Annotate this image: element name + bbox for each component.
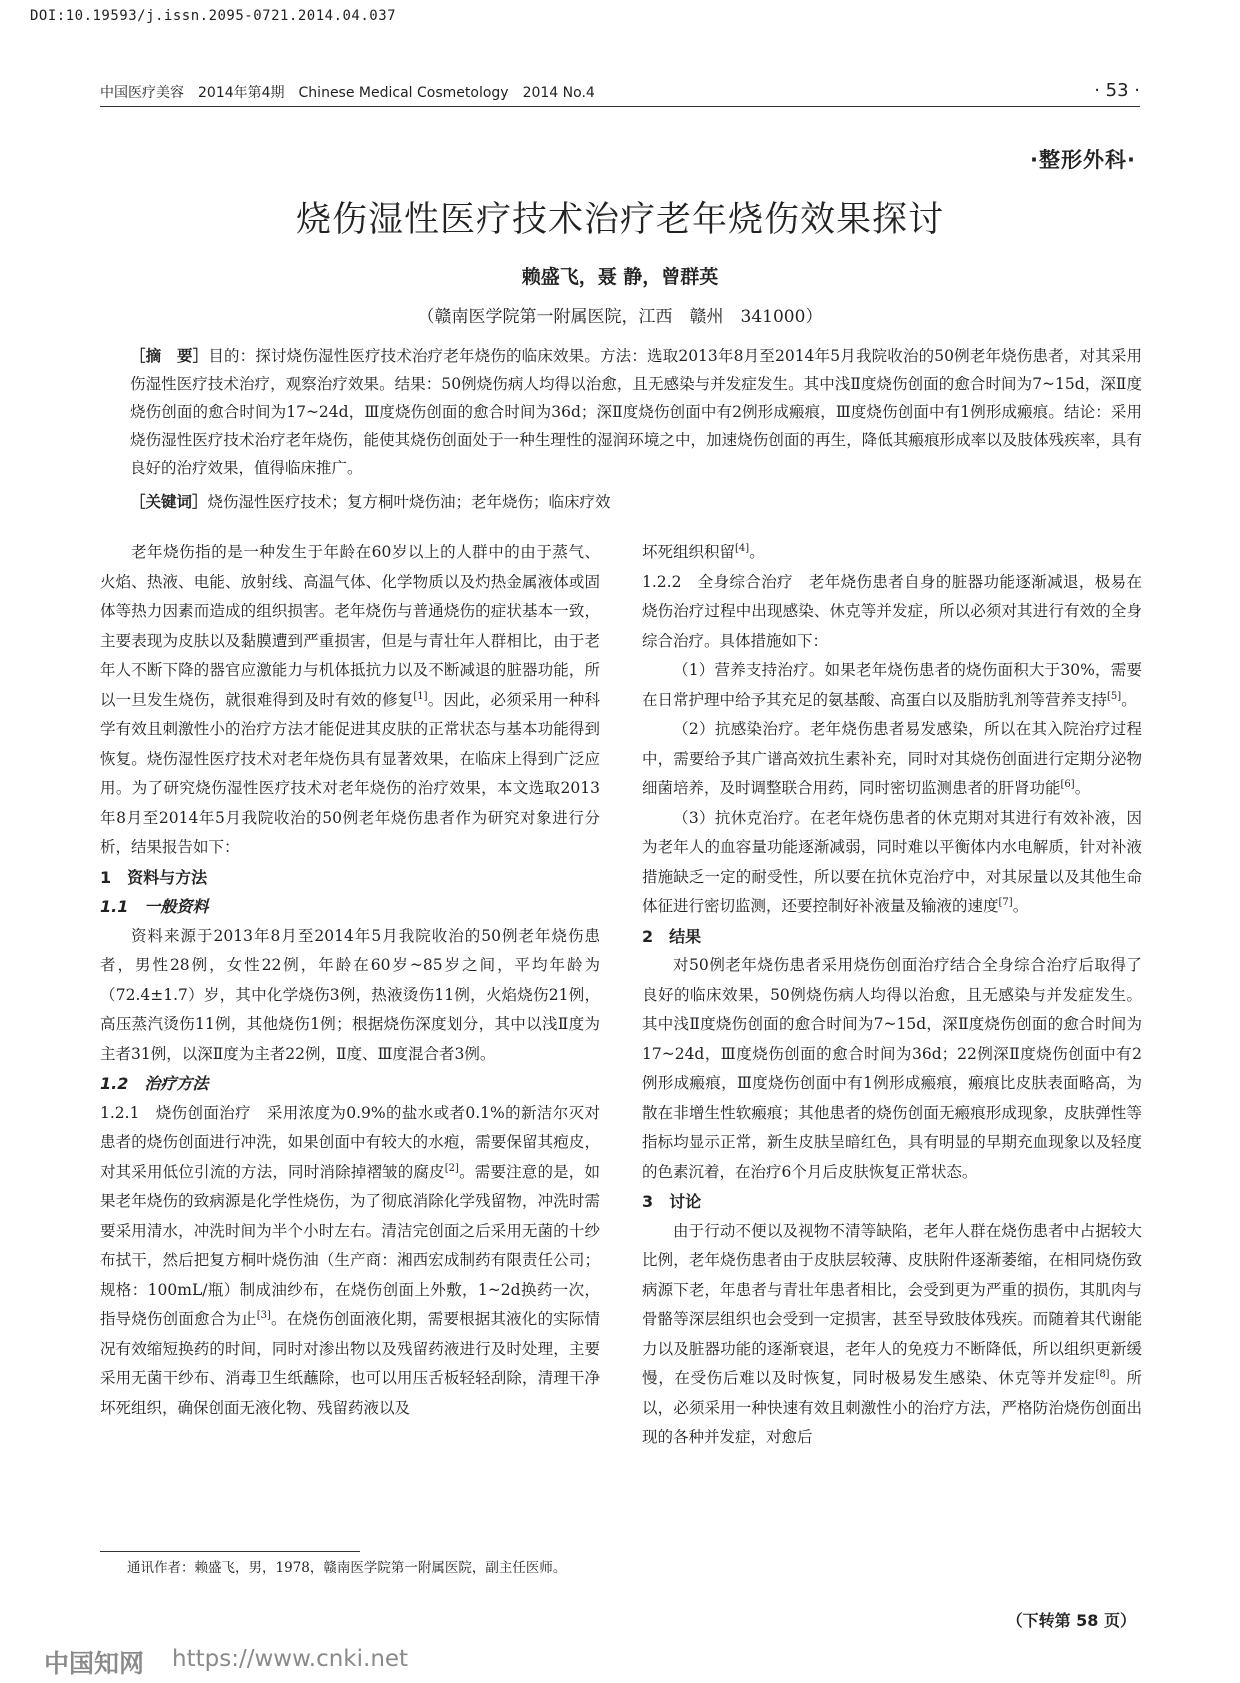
- heading-results: 2 结果: [642, 926, 702, 946]
- heading-methods: 1 资料与方法: [100, 867, 208, 887]
- affiliation: （赣南医学院第一附属医院，江西 赣州 341000）: [417, 307, 823, 327]
- results-paragraph: 对50例老年烧伤患者采用烧伤创面治疗结合全身综合治疗后取得了良好的临床效果，50例烧伤病人均得以治愈，且无感染与并发症发生。其中浅Ⅱ度烧伤创面的愈合时间为7~15d，深Ⅱ度烧伤创面的愈合时间为17~24d，Ⅲ度烧伤创面的愈合时间为36d；22例深Ⅱ度烧伤创面中有2例形成瘢痕，Ⅲ度烧伤创面中有1例形成瘢痕，瘢痕比皮肤表面略高，为散在非增生性软瘢痕；其他患者的烧伤创面无瘢痕形成现象，皮肤弹性等指标均显示正常，新生皮肤呈暗红色，具有明显的早期充血现象以及轻度的色素沉着，在治疗6个月后皮肤恢复正常状态。: [642, 956, 1142, 1181]
- continued-paragraph: 坏死组织积留[4]。: [642, 542, 765, 561]
- keywords-label: ［关键词］: [130, 493, 208, 511]
- citation: [4]: [735, 542, 750, 554]
- abstract-text: 目的：探讨烧伤湿性医疗技术治疗老年烧伤的临床效果。方法：选取2013年8月至2014年5月我院收治的50例老年烧伤患者，对其采用伤湿性医疗技术治疗，观察治疗效果。结果：50例烧伤病人均得以治愈，且无感染与并发症发生。其中浅Ⅱ度烧伤创面的愈合时间为7~15d，深Ⅱ度烧伤创面的愈合时间为17~24d，Ⅲ度烧伤创面的愈合时间为36d；深Ⅱ度烧伤创面中有2例形成瘢痕，Ⅲ度烧伤创面中有1例形成瘢痕。结论：采用烧伤湿性医疗技术治疗老年烧伤，能使其烧伤创面处于一种生理性的湿润环境之中，加速烧伤创面的再生，降低其瘢痕形成率以及肢体残疾率，具有良好的治疗效果，值得临床推广。: [130, 347, 1142, 477]
- abstract-label: ［摘 要］: [130, 347, 209, 365]
- heading-treatment: 1.2 治疗方法: [100, 1074, 209, 1093]
- citation: [7]: [998, 896, 1013, 908]
- general-data-paragraph: 资料来源于2013年8月至2014年5月我院收治的50例老年烧伤患者，男性28例，女性22例，年龄在60岁~85岁之间，平均年龄为（72.4±1.7）岁，其中化学烧伤3例，热液烫伤11例，火焰烧伤21例，高压蒸汽烫伤11例，其他烧伤1例；根据烧伤深度划分，其中以浅Ⅱ度为主者31例，以深Ⅱ度为主者22例，Ⅱ度、Ⅲ度混合者3例。: [100, 926, 600, 1063]
- systemic-treatment-paragraph: 1.2.2 全身综合治疗 老年烧伤患者自身的脏器功能逐渐减退，极易在烧伤治疗过程中出现感染、休克等并发症，所以必须对其进行有效的全身综合治疗。具体措施如下：: [642, 572, 1142, 650]
- authors: 赖盛飞，聂 静，曾群英: [521, 266, 719, 288]
- footnote-rule: [100, 1551, 360, 1552]
- intro-paragraph: 老年烧伤指的是一种发生于年龄在60岁以上的人群中的由于蒸气、火焰、热液、电能、放射线、高温气体、化学物质以及灼热金属液体或固体等热力因素而造成的组织损害。老年烧伤与普通烧伤的症状基本一致，主要表现为皮肤以及黏膜遭到严重损害，但是与青壮年人群相比，由于老年人不断下降的器官应激能力与机体抵抗力以及不断减退的脏器功能，所以一旦发生烧伤，就很难得到及时有效的修复[1]。因此，必须采用一种科学有效且刺激性小的治疗方法才能促进其皮肤的正常状态与基本功能得到恢复。烧伤湿性医疗技术对老年烧伤具有显著效果，在临床上得到广泛应用。为了研究烧伤湿性医疗技术对老年烧伤的治疗效果，本文选取2013年8月至2014年5月我院收治的50例老年烧伤患者作为研究对象进行分析，结果报告如下：: [100, 543, 600, 856]
- cnki-logo: 中国知网: [44, 1649, 145, 1678]
- right-column: [642, 538, 1142, 1453]
- abstract: [130, 342, 1142, 482]
- citation: [3]: [256, 1309, 271, 1321]
- heading-general-data: 1.1 一般资料: [100, 897, 209, 916]
- citation: [5]: [1107, 690, 1122, 702]
- citation: [1]: [413, 690, 428, 702]
- nutrition-paragraph: （1）营养支持治疗。如果老年烧伤患者的烧伤面积大于30%，需要在日常护理中给予其充足的氨基酸、高蛋白以及脂肪乳剂等营养支持[5]。: [642, 661, 1142, 709]
- continued-note: （下转第 58 页）: [1006, 1611, 1136, 1630]
- wound-treatment-paragraph: 1.2.1 烧伤创面治疗 采用浓度为0.9%的盐水或者0.1%的新洁尔灭对患者的烧伤创面进行冲洗，如果创面中有较大的水疱，需要保留其疱皮，对其采用低位引流的方法，同时消除掉褶皱的腐皮[2]。需要注意的是，如果老年烧伤的致病源是化学性烧伤，为了彻底消除化学残留物，冲洗时需要采用清水，冲洗时间为半个小时左右。清洁完创面之后采用无菌的十纱布拭干，然后把复方桐叶烧伤油（生产商：湘西宏成制药有限责任公司；规格：100mL/瓶）制成油纱布，在烧伤创面上外敷，1~2d换药一次，指导烧伤创面愈合为止[3]。在烧伤创面液化期，需要根据其液化的实际情况有效缩短换药的时间，同时对渗出物以及残留药液进行及时处理，主要采用无菌干纱布、消毒卫生纸蘸除，也可以用压舌板轻轻刮除，清理干净坏死组织，确保创面无液化物、残留药液以及: [100, 1103, 600, 1417]
- heading-discussion: 3 讨论: [642, 1192, 702, 1211]
- page-number: · 53 ·: [1094, 80, 1140, 101]
- citation: [2]: [444, 1162, 459, 1174]
- citation: [6]: [1060, 778, 1075, 790]
- keywords-text: 烧伤湿性医疗技术；复方桐叶烧伤油；老年烧伤；临床疗效: [207, 493, 611, 511]
- anti-shock-paragraph: （3）抗休克治疗。在老年烧伤患者的休克期对其进行有效补液，因为老年人的血容量功能逐渐减弱，同时难以平衡体内水电解质，针对补液措施缺乏一定的耐受性，所以要在抗休克治疗中，对其尿量以及其他生命体征进行密切监测，还要控制好补液量及输液的速度[7]。: [642, 808, 1142, 915]
- doi: DOI:10.19593/j.issn.2095-0721.2014.04.037: [30, 8, 397, 24]
- section-label: ·整形外科·: [1030, 148, 1136, 172]
- citation: [8]: [1095, 1368, 1110, 1380]
- header-rule: [100, 106, 1140, 107]
- footnote: 通讯作者：赖盛飞，男，1978，赣南医学院第一附属医院，副主任医师。: [127, 1560, 567, 1576]
- running-header: 中国医疗美容 2014年第4期 Chinese Medical Cosmetology 2014 No.4: [100, 85, 595, 101]
- anti-infection-paragraph: （2）抗感染治疗。老年烧伤患者易发感染，所以在其入院治疗过程中，需要给予其广谱高效抗生素补充，同时对其烧伤创面进行定期分泌物细菌培养，及时调整联合用药，同时密切监测患者的肝肾功能[6]。: [642, 720, 1142, 797]
- left-column: [100, 538, 600, 1423]
- keywords: [130, 488, 1142, 516]
- article-title: 烧伤湿性医疗技术治疗老年烧伤效果探讨: [295, 200, 944, 240]
- cnki-url[interactable]: https://www.cnki.net: [172, 1646, 409, 1672]
- discussion-paragraph: 由于行动不便以及视物不清等缺陷，老年人群在烧伤患者中占据较大比例，老年烧伤患者由于皮肤层较薄、皮肤附件逐渐萎缩，在相同烧伤致病源下老，年患者与青壮年患者相比，会受到更为严重的损伤，其肌肉与骨骼等深层组织也会受到一定损害，甚至导致肢体残疾。而随着其代谢能力以及脏器功能的逐渐衰退，老年人的免疫力不断降低，所以组织更新缓慢，在受伤后难以及时恢复，同时极易发生感染、休克等并发症[8]。所以，必须采用一种快速有效且刺激性小的治疗方法，严格防治烧伤创面出现的各种并发症，对愈后: [642, 1221, 1142, 1446]
